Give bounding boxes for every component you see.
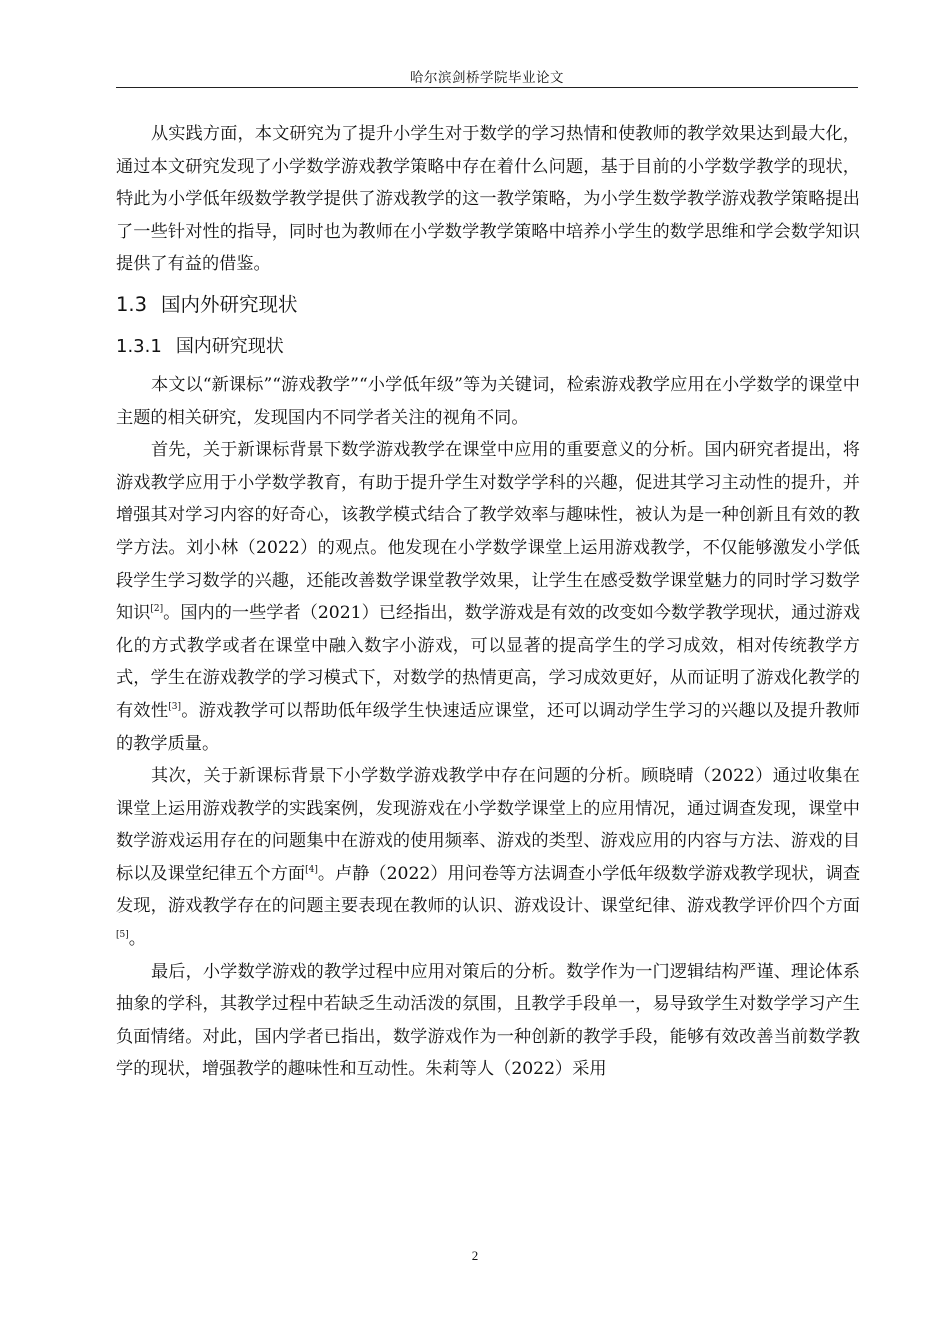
body-content bbox=[116, 118, 860, 1086]
paragraph-text: 。国内的一些学者（2021）已经指出，数学游戏是有效的改变如今数学教学现状，通过游戏化的方式教学或者在课堂中融入数字小游戏，可以显著的提高学生的学习成效，相对传统教学方式，学生在游戏教学的学习模式下，对数学的热情更高，学习成效更好，从而证明了游戏化教学的有效性 bbox=[116, 603, 861, 721]
paragraph-second bbox=[116, 760, 860, 956]
paragraph-last: 最后，小学数学游戏的教学过程中应用对策后的分析。数学作为一门逻辑结构严谨、理论体系抽象的学科，其教学过程中若缺乏生动活泼的氛围，且教学手段单一，易导致学生对数学学习产生负面情绪。对此，国内学者已指出，数学游戏作为一种创新的教学手段，能够有效改善当前数学教学的现状，增强教学的趣味性和互动性。朱莉等人（2022）采用 bbox=[116, 961, 860, 1080]
subsection-title: 国内研究现状 bbox=[175, 335, 284, 357]
paragraph-text: 。 bbox=[128, 929, 146, 950]
header-rule bbox=[116, 87, 858, 88]
section-number: 1.3 bbox=[116, 292, 148, 316]
paragraph-first bbox=[116, 434, 860, 760]
running-header: 哈尔滨剑桥学院毕业论文 bbox=[410, 70, 564, 86]
section-heading-1-3 bbox=[116, 285, 860, 325]
citation-3: [3] bbox=[168, 701, 181, 712]
citation-4: [4] bbox=[305, 864, 318, 875]
paragraph-practice: 从实践方面，本文研究为了提升小学生对于数学的学习热情和使教师的教学效果达到最大化，通过本文研究发现了小学数学游戏教学策略中存在着什么问题，基于目前的小学数学教学的现状，特此为小学低年级数学教学提供了游戏教学的这一教学策略，为小学生数学教学游戏教学策略提出了一些针对性的指导，同时也为教师在小学数学教学策略中培养小学生的数学思维和学会数学知识提供了有益的借鉴。 bbox=[116, 124, 860, 275]
citation-2: [2] bbox=[150, 604, 164, 615]
subsection-heading-1-3-1 bbox=[116, 325, 860, 369]
paragraph-text: 首先，关于新课标背景下数学游戏教学在课堂中应用的重要意义的分析。国内研究者提出，将游戏教学应用于小学数学教育，有助于提升学生对数学学科的兴趣，促进其学习主动性的提升，并增强其对学习内容的好奇心，该教学模式结合了教学效率与趣味性，被认为是一种创新且有效的教学方法。刘小林（2022）的观点。他发现在小学数学课堂上运用游戏教学，不仅能够激发小学低段学生学习数学的兴趣，还能改善数学课堂教学效果，让学生在感受数学课堂魅力的同时学习数学知识 bbox=[116, 440, 860, 624]
citation-5: [5] bbox=[116, 930, 129, 941]
paragraph-text: 。游戏教学可以帮助低年级学生快速适应课堂，还可以调动学生学习的兴趣以及提升教师的教学质量。 bbox=[116, 700, 860, 754]
section-title: 国内外研究现状 bbox=[161, 292, 298, 316]
paragraph-text: 。卢静（2022）用问卷等方法调查小学低年级数学游戏教学现状，调查发现，游戏教学存在的问题主要表现在教师的认识、游戏设计、课堂纪律、游戏教学评价四个方面 bbox=[116, 863, 861, 917]
subsection-number: 1.3.1 bbox=[116, 335, 162, 357]
paragraph-text: 其次，关于新课标背景下小学数学游戏教学中存在问题的分析。顾晓晴（2022）通过收集在课堂上运用游戏教学的实践案例，发现游戏在小学数学课堂上的应用情况，通过调查发现，课堂中数学游戏运用存在的问题集中在游戏的使用频率、游戏的类型、游戏应用的内容与方法、游戏的目标以及课堂纪律五个方面 bbox=[116, 766, 860, 884]
page-number: 2 bbox=[471, 1248, 479, 1263]
paragraph-keywords: 本文以“新课标”“游戏教学”“小学低年级”等为关键词，检索游戏教学应用在小学数学的课堂中主题的相关研究，发现国内不同学者关注的视角不同。 bbox=[116, 374, 860, 428]
